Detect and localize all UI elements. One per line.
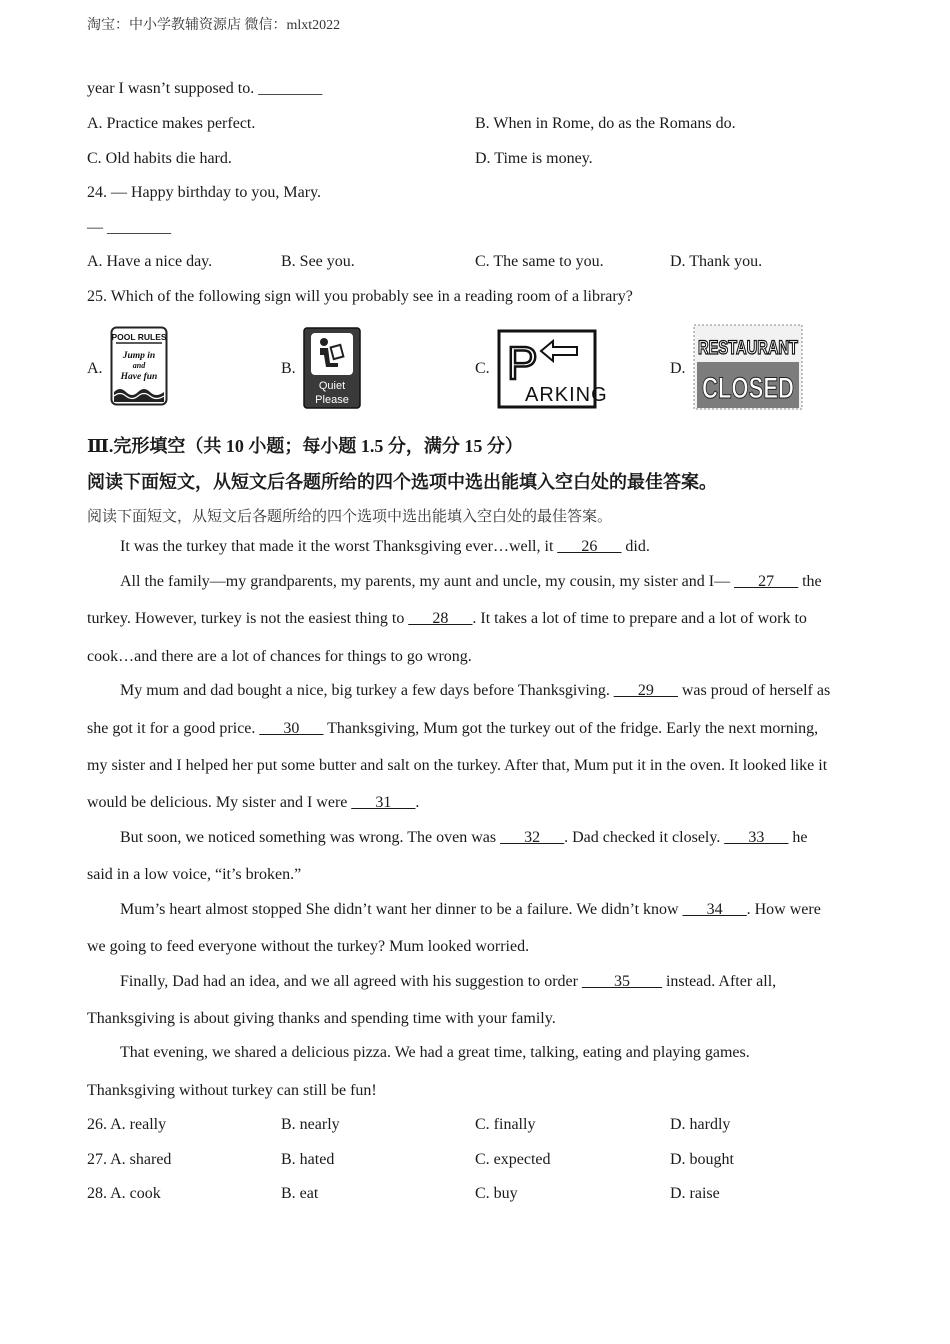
passage-line: My mum and dad bought a nice, big turkey a few days before Thanksgiving. ___29___ was proud of herself as [120, 682, 831, 699]
blank-28: ___28___ [408, 610, 473, 627]
q24-stem: 24. — Happy birthday to you, Mary. [87, 184, 322, 201]
passage-line: said in a low voice, “it’s broken.” [87, 866, 302, 883]
q23-option-c: C. Old habits die hard. [87, 150, 232, 167]
q26-option-b: B. nearly [281, 1116, 340, 1133]
q26-option-c: C. finally [475, 1116, 536, 1133]
passage-line: But soon, we noticed something was wrong. The oven was ___32___. Dad checked it closely. ___33___ he [120, 829, 808, 846]
quiet-please-sign [303, 327, 361, 414]
passage-line: Thanksgiving is about giving thanks and spending time with your family. [87, 1010, 556, 1027]
blank-33: ___33___ [724, 829, 789, 846]
q24-option-a: A. Have a nice day. [87, 253, 213, 270]
q25-label-a: A. [87, 360, 103, 377]
passage-line: cook…and there are a lot of chances for things to go wrong. [87, 648, 472, 665]
q23-option-b: B. When in Rome, do as the Romans do. [475, 115, 736, 132]
quiet-please-line1: Quiet [318, 380, 346, 392]
q27-option-a: 27. A. shared [87, 1151, 172, 1168]
closed-word: CLOSED [702, 372, 794, 405]
q24-option-c: C. The same to you. [475, 253, 604, 270]
blank-34: ___34___ [682, 901, 747, 918]
pool-rules-title: POOL RULES [111, 332, 167, 342]
passage-line: turkey. However, turkey is not the easiest thing to ___28___. It takes a lot of time to prepare and a lot of work to [87, 610, 807, 627]
section-title: Ⅲ.完形填空（共 10 小题；每小题 1.5 分，满分 15 分） [87, 436, 523, 456]
quiet-please-line2: Please [315, 394, 349, 406]
q25-stem: 25. Which of the following sign will you probably see in a reading room of a library? [87, 288, 633, 305]
pool-rules-line1: Jump in [122, 351, 156, 361]
blank-35: ____35____ [581, 973, 662, 990]
blank-31: ___31___ [351, 794, 416, 811]
section-instruction: 阅读下面短文，从短文后各题所给的四个选项中选出能填入空白处的最佳答案。 [87, 507, 613, 525]
q27-option-c: C. expected [475, 1151, 551, 1168]
q24-option-b: B. See you. [281, 253, 355, 270]
q28-option-d: D. raise [670, 1185, 720, 1202]
section-instruction-bold: 阅读下面短文，从短文后各题所给的四个选项中选出能填入空白处的最佳答案。 [87, 472, 717, 492]
blank-32: ___32___ [500, 829, 565, 846]
passage-line: she got it for a good price. ___30___ Thanksgiving, Mum got the turkey out of the fridge. Early the next morning, [87, 720, 819, 737]
passage-line: would be delicious. My sister and I were ___31___. [87, 794, 420, 811]
blank-29: ___29___ [613, 682, 678, 699]
pool-rules-line3: Have fun [120, 372, 158, 382]
passage-line: Thanksgiving without turkey can still be fun! [87, 1082, 377, 1099]
passage-line: That evening, we shared a delicious pizza. We had a great time, talking, eating and playing games. [120, 1044, 750, 1061]
q25-label-c: C. [475, 360, 490, 377]
passage-line: my sister and I helped her put some butter and salt on the turkey. After that, Mum put it in the oven. It looked like it [87, 757, 828, 774]
restaurant-word: RESTAURANT [698, 338, 799, 359]
q26-option-a: 26. A. really [87, 1116, 167, 1133]
blank-26: ___26___ [557, 538, 622, 555]
q23-option-a: A. Practice makes perfect. [87, 115, 256, 132]
restaurant-closed-sign [693, 324, 803, 415]
q25-label-b: B. [281, 360, 296, 377]
blank-30: ___30___ [259, 720, 324, 737]
parking-word: ARKING [525, 384, 608, 406]
q25-label-d: D. [670, 360, 686, 377]
page-header: 淘宝：中小学教辅资源店 微信：mlxt2022 [87, 18, 341, 33]
passage-line: It was the turkey that made it the worst Thanksgiving ever…well, it ___26___ did. [120, 538, 650, 555]
passage-line: we going to feed everyone without the turkey? Mum looked worried. [87, 938, 530, 955]
pool-rules-sign [110, 326, 168, 411]
q26-option-d: D. hardly [670, 1116, 731, 1133]
q27-option-b: B. hated [281, 1151, 335, 1168]
passage-line: All the family—my grandparents, my parents, my aunt and uncle, my cousin, my sister and I— ___27___ the [120, 573, 822, 590]
q28-option-b: B. eat [281, 1185, 319, 1202]
q24-reply: — ________ [87, 219, 171, 236]
passage-line: Mum’s heart almost stopped She didn’t want her dinner to be a failure. We didn’t know ___34___. How were [120, 901, 821, 918]
parking-sign [497, 329, 608, 414]
q23-stem-tail: year I wasn’t supposed to. ________ [87, 80, 323, 97]
parking-p-letter: P [507, 337, 538, 389]
q28-option-a: 28. A. cook [87, 1185, 161, 1202]
passage-line: Finally, Dad had an idea, and we all agreed with his suggestion to order ____35____ instead. After all, [120, 973, 777, 990]
q23-option-d: D. Time is money. [475, 150, 593, 167]
q24-option-d: D. Thank you. [670, 253, 763, 270]
blank-27: ___27___ [734, 573, 799, 590]
q27-option-d: D. bought [670, 1151, 734, 1168]
q28-option-c: C. buy [475, 1185, 518, 1202]
pool-rules-line2: and [132, 361, 146, 370]
